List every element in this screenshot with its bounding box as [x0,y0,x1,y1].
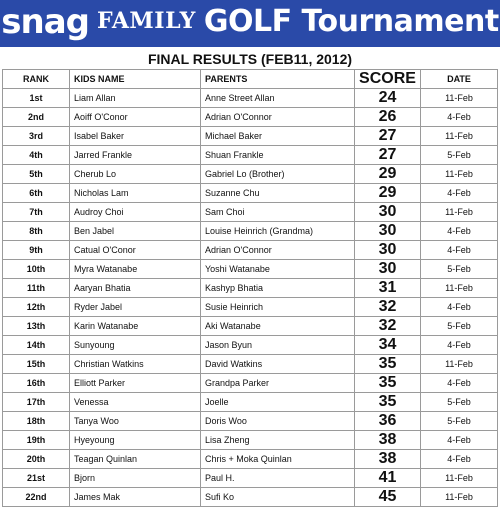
parents-cell: Michael Baker [201,127,355,146]
tournament-title: GOLF Tournament [203,4,499,39]
rank-cell: 19th [3,431,70,450]
date-cell: 11-Feb [421,165,498,184]
kid-name-cell: Ryder Jabel [70,298,201,317]
rank-cell: 22nd [3,488,70,507]
results-subtitle: FINAL RESULTS (FEB11, 2012) [147,51,353,67]
score-cell: 24 [355,89,421,108]
table-row [3,260,498,279]
kid-name-cell: Bjorn [70,469,201,488]
date-cell: 5-Feb [421,260,498,279]
parents-cell: Adrian O'Connor [201,108,355,127]
table-row [3,469,498,488]
score-cell: 41 [355,469,421,488]
rank-cell: 6th [3,184,70,203]
date-cell: 4-Feb [421,374,498,393]
rank-cell: 8th [3,222,70,241]
parents-cell: Doris Woo [201,412,355,431]
score-cell: 38 [355,431,421,450]
rank-cell: 21st [3,469,70,488]
rank-cell: 13th [3,317,70,336]
rank-cell: 11th [3,279,70,298]
rank-cell: 5th [3,165,70,184]
kid-name-cell: Venessa [70,393,201,412]
score-cell: 27 [355,146,421,165]
date-cell: 11-Feb [421,279,498,298]
date-cell: 11-Feb [421,127,498,146]
table-row [3,108,498,127]
parents-cell: Chris + Moka Quinlan [201,450,355,469]
rank-cell: 12th [3,298,70,317]
rank-cell: 9th [3,241,70,260]
parents-cell: Anne Street Allan [201,89,355,108]
table-row [3,336,498,355]
table-row [3,488,498,507]
rank-cell: 2nd [3,108,70,127]
kid-name-cell: Jarred Frankle [70,146,201,165]
parents-cell: Paul H. [201,469,355,488]
score-cell: 30 [355,222,421,241]
score-cell: 29 [355,184,421,203]
parents-cell: Shuan Frankle [201,146,355,165]
kid-name-cell: Liam Allan [70,89,201,108]
title-banner [0,0,500,47]
kid-name-cell: Ben Jabel [70,222,201,241]
table-row [3,450,498,469]
header-date: DATE [421,70,498,89]
score-cell: 26 [355,108,421,127]
parents-cell: Aki Watanabe [201,317,355,336]
date-cell: 11-Feb [421,89,498,108]
header-rank: RANK [3,70,70,89]
kid-name-cell: Catual O'Conor [70,241,201,260]
parents-cell: Sam Choi [201,203,355,222]
rank-cell: 15th [3,355,70,374]
table-row [3,203,498,222]
kid-name-cell: Myra Watanabe [70,260,201,279]
brand-family: FAMILY [97,7,196,34]
table-row [3,279,498,298]
score-cell: 29 [355,165,421,184]
table-row [3,89,498,108]
date-cell: 5-Feb [421,393,498,412]
date-cell: 4-Feb [421,184,498,203]
kid-name-cell: James Mak [70,488,201,507]
date-cell: 11-Feb [421,469,498,488]
date-cell: 4-Feb [421,241,498,260]
parents-cell: Suzanne Chu [201,184,355,203]
parents-cell: Lisa Zheng [201,431,355,450]
date-cell: 5-Feb [421,146,498,165]
kid-name-cell: Cherub Lo [70,165,201,184]
table-row [3,241,498,260]
header-parents: PARENTS [201,70,355,89]
rank-cell: 1st [3,89,70,108]
date-cell: 5-Feb [421,317,498,336]
score-cell: 38 [355,450,421,469]
parents-cell: Yoshi Watanabe [201,260,355,279]
score-cell: 35 [355,393,421,412]
score-cell: 36 [355,412,421,431]
kid-name-cell: Christian Watkins [70,355,201,374]
rank-cell: 18th [3,412,70,431]
date-cell: 5-Feb [421,412,498,431]
score-cell: 34 [355,336,421,355]
table-row [3,165,498,184]
score-cell: 27 [355,127,421,146]
kid-name-cell: Isabel Baker [70,127,201,146]
kid-name-cell: Nicholas Lam [70,184,201,203]
date-cell: 4-Feb [421,431,498,450]
parents-cell: Grandpa Parker [201,374,355,393]
score-cell: 30 [355,203,421,222]
score-cell: 35 [355,355,421,374]
results-body [3,89,498,507]
kid-name-cell: Audroy Choi [70,203,201,222]
brand-snag: snag [1,1,90,42]
parents-cell: Louise Heinrich (Grandma) [201,222,355,241]
parents-cell: Sufi Ko [201,488,355,507]
rank-cell: 16th [3,374,70,393]
kid-name-cell: Tanya Woo [70,412,201,431]
parents-cell: Adrian O'Connor [201,241,355,260]
rank-cell: 20th [3,450,70,469]
header-kid: KIDS NAME [70,70,201,89]
date-cell: 4-Feb [421,336,498,355]
parents-cell: David Watkins [201,355,355,374]
score-cell: 30 [355,260,421,279]
parents-cell: Joelle [201,393,355,412]
date-cell: 4-Feb [421,108,498,127]
table-row [3,184,498,203]
kid-name-cell: Sunyoung [70,336,201,355]
parents-cell: Gabriel Lo (Brother) [201,165,355,184]
score-cell: 32 [355,298,421,317]
kid-name-cell: Aaryan Bhatia [70,279,201,298]
score-cell: 31 [355,279,421,298]
table-row [3,355,498,374]
date-cell: 11-Feb [421,203,498,222]
score-cell: 45 [355,488,421,507]
parents-cell: Jason Byun [201,336,355,355]
table-row [3,431,498,450]
table-row [3,222,498,241]
date-cell: 11-Feb [421,488,498,507]
table-row [3,298,498,317]
table-row [3,374,498,393]
kid-name-cell: Teagan Quinlan [70,450,201,469]
score-cell: 32 [355,317,421,336]
date-cell: 4-Feb [421,298,498,317]
rank-cell: 3rd [3,127,70,146]
rank-cell: 14th [3,336,70,355]
header-score: SCORE [355,70,421,89]
kid-name-cell: Karin Watanabe [70,317,201,336]
rank-cell: 7th [3,203,70,222]
table-row [3,412,498,431]
table-row [3,393,498,412]
table-row [3,127,498,146]
date-cell: 4-Feb [421,222,498,241]
rank-cell: 4th [3,146,70,165]
parents-cell: Susie Heinrich [201,298,355,317]
score-cell: 30 [355,241,421,260]
table-row [3,317,498,336]
table-header-row [3,70,498,89]
date-cell: 4-Feb [421,450,498,469]
kid-name-cell: Elliott Parker [70,374,201,393]
results-table [2,69,498,507]
rank-cell: 17th [3,393,70,412]
kid-name-cell: Aoiff O'Conor [70,108,201,127]
parents-cell: Kashyp Bhatia [201,279,355,298]
table-row [3,146,498,165]
kid-name-cell: Hyeyoung [70,431,201,450]
rank-cell: 10th [3,260,70,279]
score-cell: 35 [355,374,421,393]
date-cell: 11-Feb [421,355,498,374]
